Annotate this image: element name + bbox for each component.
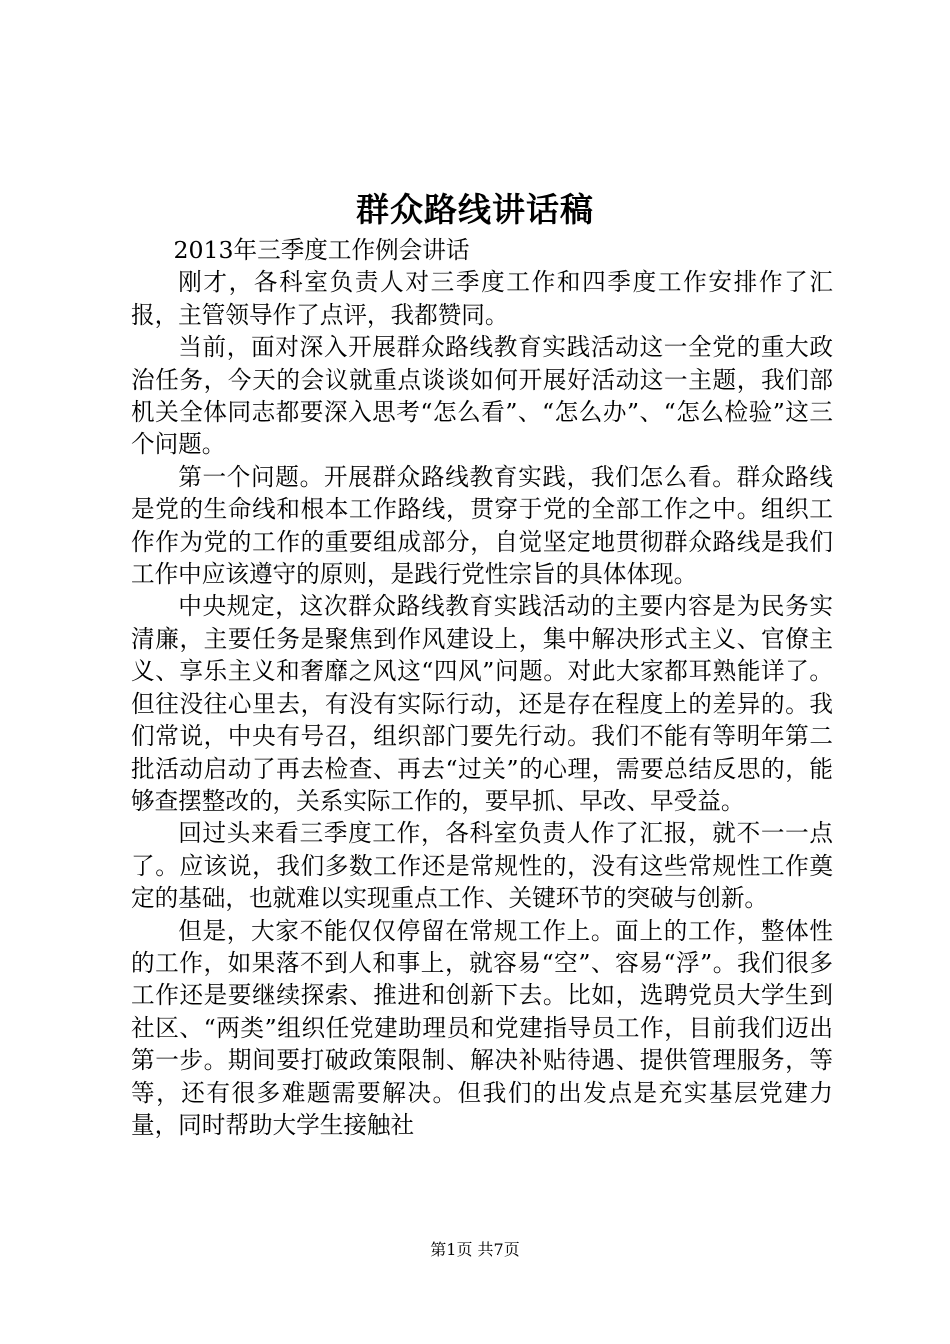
paragraph: 回过头来看三季度工作，各科室负责人作了汇报，就不一一点了。应该说，我们多数工作还是常规性的，没有这些常规性工作奠定的基础，也就难以实现重点工作、关键环节的突破与创新。 — [131, 819, 833, 913]
paragraph: 第一个问题。开展群众路线教育实践，我们怎么看。群众路线是党的生命线和根本工作路线，贯穿于党的全部工作之中。组织工作作为党的工作的重要组成部分，自觉坚定地贯彻群众路线是我们工作中应该遵守的原则，是践行党性宗旨的具体体现。 — [131, 462, 833, 589]
page-number-footer: 第1页 共7页 — [430, 1240, 520, 1259]
paragraph: 中央规定，这次群众路线教育实践活动的主要内容是为民务实清廉，主要任务是聚焦到作风建设上，集中解决形式主义、官僚主义、享乐主义和奢靡之风这“四风”问题。对此大家都耳熟能详了。但往没往心里去，有没有实际行动，还是存在程度上的差异的。我们常说，中央有号召，组织部门要先行动。我们不能有等明年第二批活动启动了再去检查、再去“过关”的心理，需要总结反思的，能够查摆整改的，关系实际工作的，要早抓、早改、早受益。 — [131, 592, 833, 815]
paragraph: 当前，面对深入开展群众路线教育实践活动这一全党的重大政治任务，今天的会议就重点谈谈如何开展好活动这一主题，我们部机关全体同志都要深入思考“怎么看”、“怎么办”、“怎么检验”这三个问题。 — [131, 333, 833, 459]
paragraph: 但是，大家不能仅仅停留在常规工作上。面上的工作，整体性的工作，如果落不到人和事上，就容易“空”、容易“浮”。我们很多工作还是要继续探索、推进和创新下去。比如，选聘党员大学生到社区、“两类”组织任党建助理员和党建指导员工作，目前我们迈出第一步。期间要打破政策限制、解决补贴待遇、提供管理服务，等等，还有很多难题需要解决。但我们的出发点是充实基层党建力量，同时帮助大学生接触社 — [131, 916, 833, 1139]
paragraph-subtitle: 2013年三季度工作例会讲话 — [173, 236, 470, 264]
paragraph: 刚才，各科室负责人对三季度工作和四季度工作安排作了汇报，主管领导作了点评，我都赞同。 — [131, 268, 833, 329]
document-body — [131, 234, 833, 1141]
document-title: 群众路线讲话稿 — [356, 190, 594, 229]
